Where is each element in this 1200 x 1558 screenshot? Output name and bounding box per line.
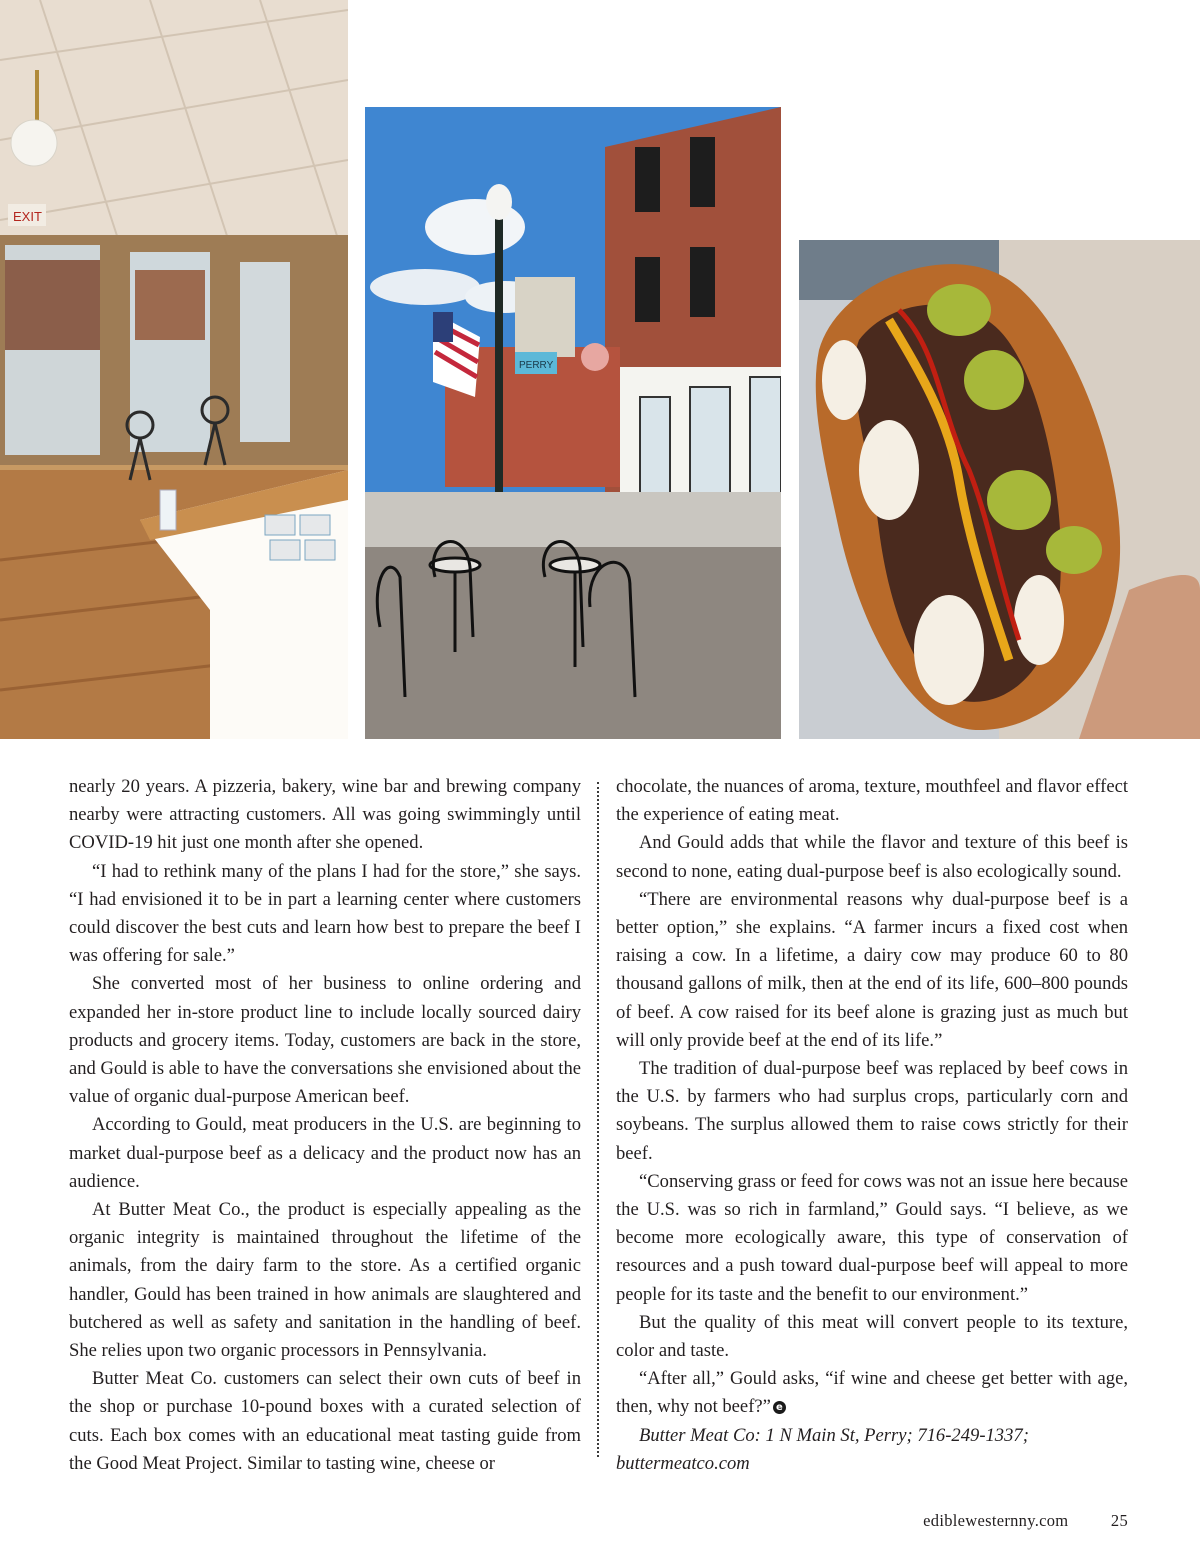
- page-footer: [923, 1511, 1128, 1531]
- footer-url: ediblewesternny.com: [923, 1511, 1069, 1530]
- article-column-right: [616, 773, 1128, 1478]
- svg-text:EXIT: EXIT: [13, 209, 42, 224]
- business-website: buttermeatco.com: [616, 1452, 750, 1474]
- photo-hot-dog: [799, 240, 1200, 739]
- column-divider: [597, 782, 599, 1457]
- paragraph: At Butter Meat Co., the product is especially appealing as the organic integrity is maintained throughout the lifetime of the animals, from the dairy farm to the store. As a certified organic handler, Gould has been trained in how animals are slaughtered and butchered as well as safety and sanitation in the handling of beef. She relies upon two organic processors in Pennsylvania.: [69, 1199, 581, 1362]
- svg-text:PERRY: PERRY: [519, 360, 554, 371]
- photo-shop-interior: [0, 0, 348, 739]
- paragraph-final: [616, 1365, 1128, 1421]
- end-of-story-icon: e: [773, 1401, 786, 1414]
- paragraph: The tradition of dual-purpose beef was replaced by beef cows in the U.S. by farmers who had surplus crops, particularly corn and soybeans. The surplus allowed them to raise cows strictly for their beef.: [616, 1058, 1128, 1164]
- paragraph: And Gould adds that while the flavor and texture of this beef is second to none, eating dual-purpose beef is also ecologically sound.: [616, 832, 1128, 882]
- paragraph: “There are environmental reasons why dual-purpose beef is a better option,” she explains. “A farmer incurs a fixed cost when raising a cow. In a lifetime, a dairy cow may produce 60 to 80 thousand gallons of milk, then at the end of its life, 600–800 pounds of beef. A cow raised for its beef alone is grazing just as much but will only provide beef at the end of its life.”: [616, 888, 1128, 1051]
- business-address: Butter Meat Co: 1 N Main St, Perry; 716-249-1337;: [639, 1424, 1029, 1446]
- paragraph: Butter Meat Co. customers can select their own cuts of beef in the shop or purchase 10-pound boxes with a curated selection of cuts. Each box comes with an educational meat tasting guide from the Good Meat Project. Similar to tasting wine, cheese or: [69, 1368, 581, 1474]
- paragraph: nearly 20 years. A pizzeria, bakery, wine bar and brewing company nearby were attracting customers. All was going swimmingly until COVID-19 hit just one month after she opened.: [69, 776, 581, 854]
- article-column-left: [69, 773, 581, 1478]
- paragraph: “Conserving grass or feed for cows was not an issue here because the U.S. was so rich in farmland,” Gould says. “I believe, as we become more ecologically aware, this type of conservation of resources and a push toward dual-purpose beef will appeal to more people for its taste and the benefit to our environment.”: [616, 1170, 1128, 1305]
- business-info: [616, 1422, 1128, 1478]
- paragraph-final-text: “After all,” Gould asks, “if wine and cheese get better with age, then, why not beef?”: [616, 1368, 1128, 1418]
- page-number: 25: [1110, 1511, 1128, 1530]
- paragraph: But the quality of this meat will convert people to its texture, color and taste.: [616, 1311, 1128, 1362]
- paragraph: chocolate, the nuances of aroma, texture, mouthfeel and flavor effect the experience of eating meat.: [616, 776, 1128, 826]
- paragraph: She converted most of her business to online ordering and expanded her in-store product line to include locally sourced dairy products and grocery items. Today, customers are back in the store, and Gould is able to have the conversations she envisioned about the value of organic dual-purpose American beef.: [69, 973, 581, 1108]
- paragraph: According to Gould, meat producers in the U.S. are beginning to market dual-purpose beef as a delicacy and the product now has an audience.: [69, 1114, 581, 1192]
- paragraph: “I had to rethink many of the plans I had for the store,” she says. “I had envisioned it to be in part a learning center where customers could discover the best cuts and learn how best to prepare the beef I was offering for sale.”: [69, 860, 581, 967]
- photo-street-corner: [365, 107, 781, 739]
